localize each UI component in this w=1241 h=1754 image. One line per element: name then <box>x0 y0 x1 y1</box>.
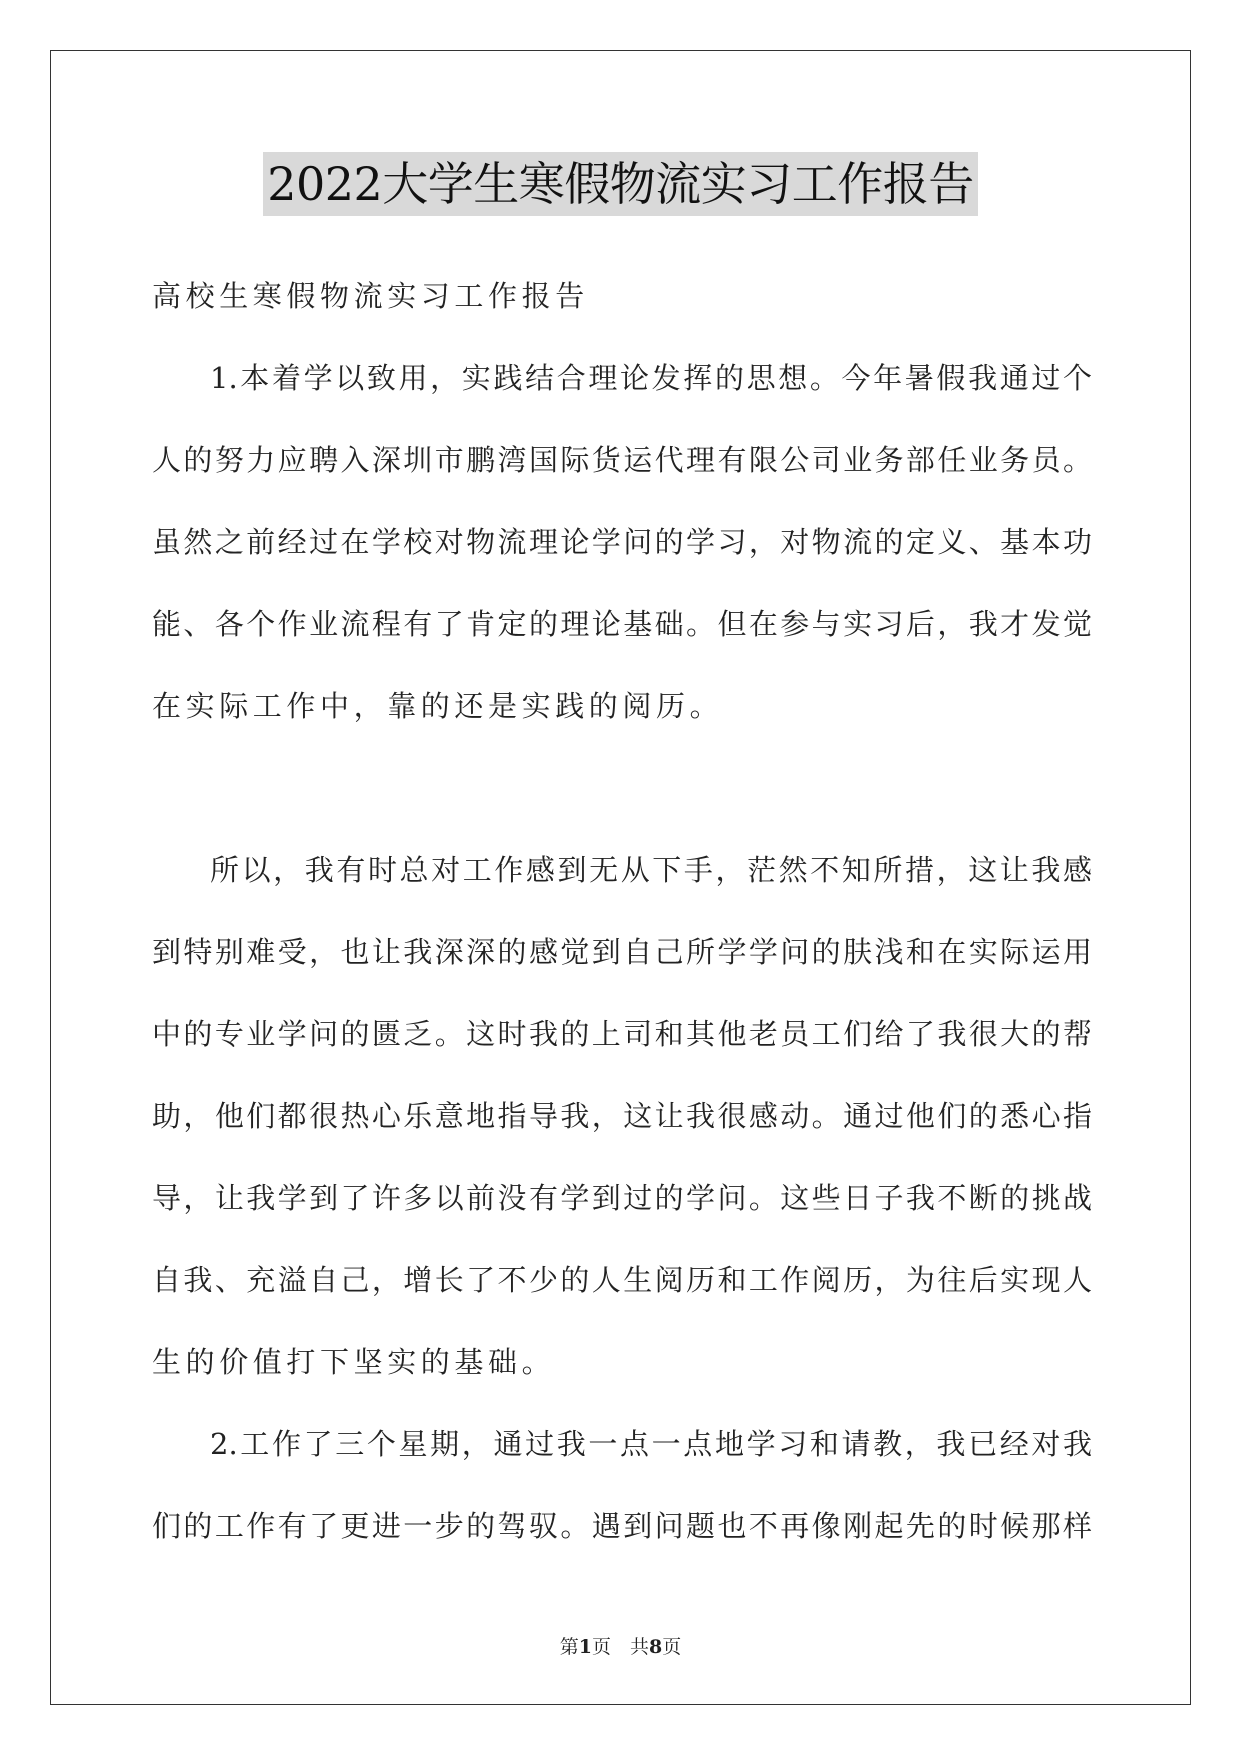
paragraph-gap <box>152 747 1092 829</box>
title-container <box>0 152 1241 216</box>
footer-current-page: 1 <box>578 1636 592 1658</box>
footer-prefix: 第 <box>559 1636 579 1658</box>
footer-suffix: 页 <box>662 1636 682 1658</box>
paragraph-line: 能、各个作业流程有了肯定的理论基础。但在参与实习后，我才发觉 <box>152 607 1092 641</box>
footer-middle: 页 共 <box>591 1636 649 1658</box>
paragraph-line: 虽然之前经过在学校对物流理论学问的学习，对物流的定义、基本功 <box>152 525 1092 559</box>
paragraph-line: 自我、充溢自己，增长了不少的人生阅历和工作阅历，为往后实现人 <box>152 1263 1092 1297</box>
footer-total-pages: 8 <box>649 1636 663 1658</box>
paragraph-line: 1.本着学以致用，实践结合理论发挥的思想。今年暑假我通过个 <box>210 361 1092 395</box>
paragraph-line: 2.工作了三个星期，通过我一点一点地学习和请教，我已经对我 <box>210 1427 1092 1461</box>
paragraph-line: 中的专业学问的匮乏。这时我的上司和其他老员工们给了我很大的帮 <box>152 1017 1092 1051</box>
paragraph-line: 在实际工作中，靠的还是实践的阅历。 <box>152 689 724 723</box>
paragraph-line: 人的努力应聘入深圳市鹏湾国际货运代理有限公司业务部任业务员。 <box>152 443 1092 477</box>
paragraph-line: 导，让我学到了许多以前没有学到过的学问。这些日子我不断的挑战 <box>152 1181 1092 1215</box>
paragraph-line: 们的工作有了更进一步的驾驭。遇到问题也不再像刚起先的时候那样 <box>152 1509 1092 1543</box>
document-subtitle: 高校生寒假物流实习工作报告 <box>152 279 589 313</box>
page-footer <box>0 1632 1241 1659</box>
paragraph-line: 生的价值打下坚实的基础。 <box>152 1345 556 1379</box>
document-body <box>152 255 1092 1567</box>
paragraph-line: 到特别难受，也让我深深的感觉到自己所学学问的肤浅和在实际运用 <box>152 935 1092 969</box>
document-title: 2022大学生寒假物流实习工作报告 <box>263 152 978 216</box>
paragraph-line: 助，他们都很热心乐意地指导我，这让我很感动。通过他们的悉心指 <box>152 1099 1092 1133</box>
paragraph-line: 所以，我有时总对工作感到无从下手，茫然不知所措，这让我感 <box>210 853 1092 887</box>
